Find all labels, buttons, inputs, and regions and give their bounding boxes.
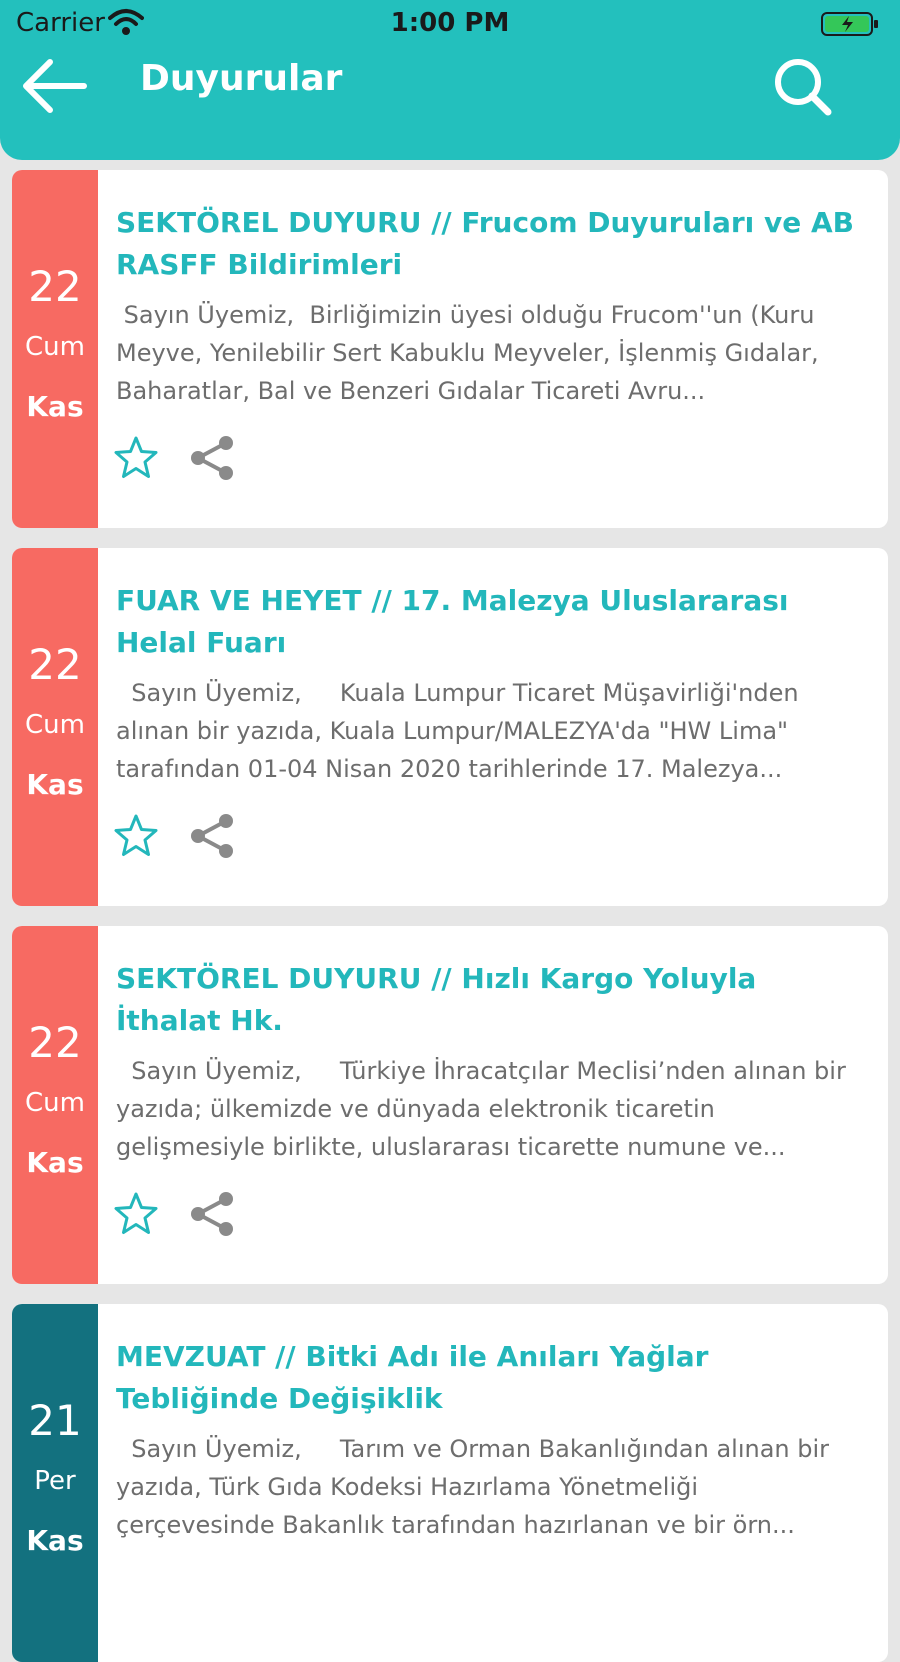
announcement-title[interactable]: SEKTÖREL DUYURU // Frucom Duyuruları ve AB RASFF Bildirimleri <box>116 206 854 281</box>
date-day: 22 <box>28 1018 82 1067</box>
card-body <box>116 580 862 788</box>
date-day: 22 <box>28 262 82 311</box>
card-actions <box>112 812 272 860</box>
date-badge <box>12 1304 98 1662</box>
announcement-title[interactable]: FUAR VE HEYET // 17. Malezya Uluslararası Helal Fuarı <box>116 584 789 659</box>
share-icon[interactable] <box>188 1190 236 1238</box>
announcement-excerpt: Sayın Üyemiz, Kuala Lumpur Ticaret Müşavirliği'nden alınan bir yazıda, Kuala Lumpur/MALEZYA'da "HW Lima" tarafından 01-04 Nisan 2020 tarihlerinde 17. Malezya... <box>116 679 807 783</box>
announcement-card[interactable] <box>12 1304 888 1662</box>
announcement-title[interactable]: SEKTÖREL DUYURU // Hızlı Kargo Yoluyla İthalat Hk. <box>116 962 757 1037</box>
date-month: Kas <box>26 768 84 801</box>
status-bar <box>0 0 900 48</box>
nav-bar <box>0 48 900 138</box>
share-icon[interactable] <box>188 434 236 482</box>
announcement-excerpt: Sayın Üyemiz, Türkiye İhracatçılar Meclisi’nden alınan bir yazıda; ülkemizde ve dünyada elektronik ticaretin gelişmesiyle birlikte, uluslararası ticarette numune ve... <box>116 1057 854 1161</box>
announcement-excerpt: Sayın Üyemiz, Birliğimizin üyesi olduğu Frucom''un (Kuru Meyve, Yenilebilir Sert Kabuklu Meyveler, İşlenmiş Gıdalar, Baharatlar, Bal ve Benzeri Gıdalar Ticareti Avru... <box>116 301 827 405</box>
star-icon[interactable] <box>112 812 160 860</box>
date-badge <box>12 170 98 528</box>
card-actions <box>112 1190 272 1238</box>
date-badge <box>12 548 98 906</box>
announcement-card[interactable] <box>12 548 888 906</box>
announcement-title[interactable]: MEVZUAT // Bitki Adı ile Anıları Yağlar Tebliğinde Değişiklik <box>116 1340 709 1415</box>
announcement-card[interactable] <box>12 926 888 1284</box>
page-title: Duyurular <box>140 58 343 99</box>
share-icon[interactable] <box>188 812 236 860</box>
announcement-card[interactable] <box>12 170 888 528</box>
star-icon[interactable] <box>112 1190 160 1238</box>
card-body <box>116 958 862 1166</box>
date-badge <box>12 926 98 1284</box>
date-month: Kas <box>26 390 84 423</box>
back-arrow-icon[interactable] <box>18 54 92 118</box>
battery-icon <box>820 10 880 38</box>
date-day: 22 <box>28 640 82 689</box>
card-body <box>116 1336 862 1544</box>
date-weekday: Cum <box>25 332 85 362</box>
date-weekday: Cum <box>25 1088 85 1118</box>
card-actions <box>112 434 272 482</box>
date-month: Kas <box>26 1146 84 1179</box>
card-body <box>116 202 862 410</box>
star-icon[interactable] <box>112 434 160 482</box>
date-weekday: Cum <box>25 710 85 740</box>
date-month: Kas <box>26 1524 84 1557</box>
date-weekday: Per <box>34 1466 76 1496</box>
search-icon[interactable] <box>768 52 840 124</box>
date-day: 21 <box>28 1396 82 1445</box>
app-header <box>0 0 900 160</box>
announcement-excerpt: Sayın Üyemiz, Tarım ve Orman Bakanlığından alınan bir yazıda, Türk Gıda Kodeksi Hazırlama Yönetmeliği çerçevesinde Bakanlık tarafından hazırlanan ve bir örn... <box>116 1435 837 1539</box>
carrier-label: Carrier <box>16 8 105 38</box>
status-time: 1:00 PM <box>390 8 510 38</box>
